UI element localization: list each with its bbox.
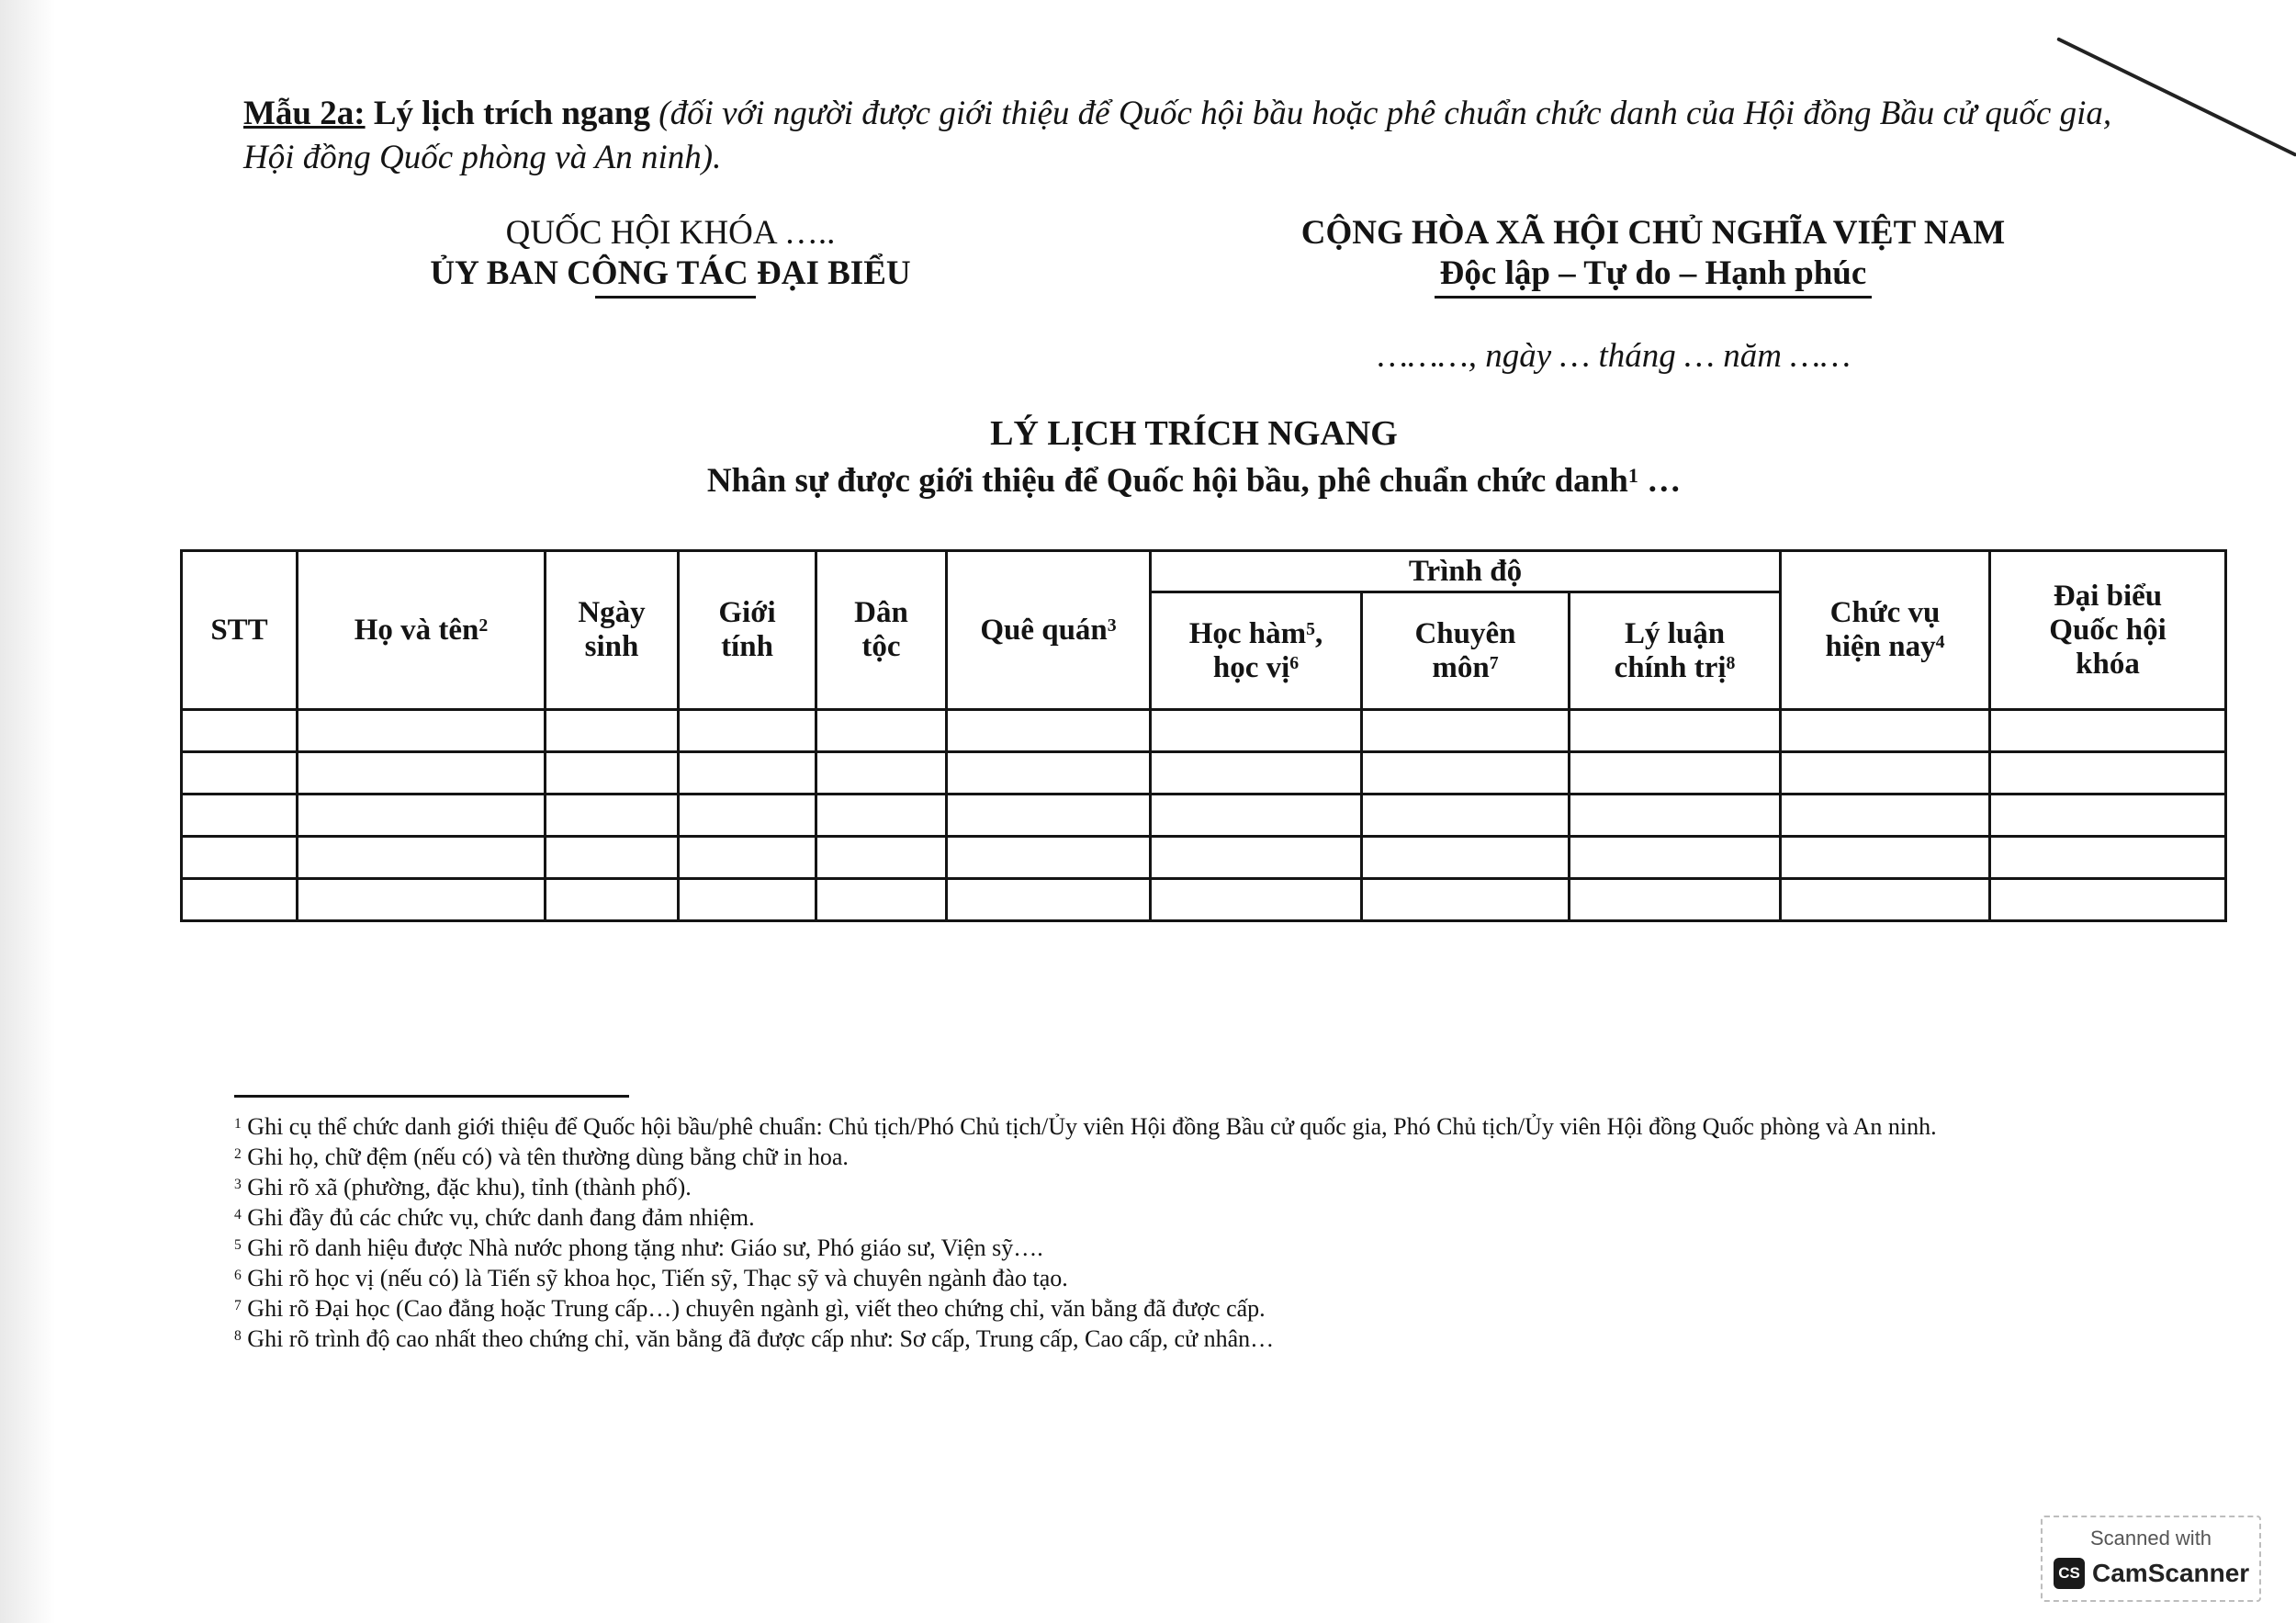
issuing-body-header	[367, 213, 974, 299]
table-cell[interactable]	[182, 710, 298, 752]
footnote-item	[234, 1111, 2181, 1142]
table-cell[interactable]	[947, 710, 1151, 752]
subtitle-tail: …	[1638, 462, 1682, 500]
footnote-text: Ghi rõ xã (phường, đặc khu), tỉnh (thành phố).	[247, 1174, 692, 1200]
table-cell[interactable]	[1781, 752, 1990, 795]
national-motto: Độc lập – Tự do – Hạnh phúc	[1435, 254, 1873, 299]
footnote-text: Ghi rõ Đại học (Cao đẳng hoặc Trung cấp…) chuyên ngành gì, viết theo chứng chỉ, văn bằng đã được cấp.	[247, 1295, 1266, 1322]
footnote-text: Ghi đầy đủ các chức vụ, chức danh đang đảm nhiệm.	[247, 1204, 755, 1231]
footnote-number: 3	[234, 1176, 242, 1192]
table-cell[interactable]	[182, 837, 298, 879]
table-cell[interactable]	[182, 795, 298, 837]
footnote-item	[234, 1172, 2181, 1202]
table-cell[interactable]	[679, 710, 816, 752]
personnel-table	[180, 549, 2227, 922]
footnote-number: 6	[234, 1267, 242, 1283]
footnote-item	[234, 1263, 2181, 1293]
subtitle-text: Nhân sự được giới thiệu để Quốc hội bầu, phê chuẩn chức danh	[706, 462, 1628, 500]
table-cell[interactable]	[1362, 837, 1570, 879]
document-subtitle	[505, 459, 1883, 503]
header-academic-degree: Học hàm$^5$, học vị$^6$	[1151, 592, 1362, 710]
table-cell[interactable]	[816, 752, 947, 795]
table-cell[interactable]	[1990, 752, 2226, 795]
table-row	[182, 837, 2226, 879]
table-cell[interactable]	[1151, 795, 1362, 837]
table-cell[interactable]	[1781, 710, 1990, 752]
table-cell[interactable]	[816, 879, 947, 921]
table-cell[interactable]	[1990, 710, 2226, 752]
table-cell[interactable]	[1570, 837, 1781, 879]
table-cell[interactable]	[298, 752, 546, 795]
footnote-text: Ghi rõ học vị (nếu có) là Tiến sỹ khoa học, Tiến sỹ, Thạc sỹ và chuyên ngành đào tạo.	[247, 1265, 1068, 1291]
table-cell[interactable]	[298, 710, 546, 752]
national-header	[1221, 213, 2085, 299]
header-current-position: Chức vụ hiện nay$^4$	[1781, 551, 1990, 710]
table-cell[interactable]	[1990, 879, 2226, 921]
table-cell[interactable]	[679, 752, 816, 795]
table-cell[interactable]	[298, 837, 546, 879]
table-cell[interactable]	[1990, 795, 2226, 837]
table-cell[interactable]	[947, 795, 1151, 837]
table-cell[interactable]	[1362, 752, 1570, 795]
header-hometown: Quê quán$^3$	[947, 551, 1151, 710]
table-cell[interactable]	[546, 879, 679, 921]
footnote-item	[234, 1202, 2181, 1233]
header-sex: Giới tính	[679, 551, 816, 710]
form-heading: Lý lịch trích ngang	[373, 95, 650, 132]
table-cell[interactable]	[816, 837, 947, 879]
table-cell[interactable]	[947, 752, 1151, 795]
footnote-number: 5	[234, 1236, 242, 1253]
header-political-theory: Lý luận chính trị$^8$	[1570, 592, 1781, 710]
footnote-number: 2	[234, 1145, 242, 1162]
header-qualification-group: Trình độ	[1151, 551, 1781, 592]
table-cell[interactable]	[1570, 795, 1781, 837]
table-body	[182, 710, 2226, 921]
form-label: Mẫu 2a:	[243, 95, 366, 132]
scanned-with-label: Scanned with	[2089, 1527, 2212, 1550]
document-title: LÝ LỊCH TRÍCH NGANG	[990, 414, 1398, 453]
table-cell[interactable]	[182, 879, 298, 921]
form-intro	[243, 92, 2163, 180]
table-cell[interactable]	[546, 710, 679, 752]
assembly-term: QUỐC HỘI KHÓA …..	[505, 214, 836, 252]
table-cell[interactable]	[1151, 710, 1362, 752]
table-cell[interactable]	[1362, 879, 1570, 921]
table-cell[interactable]	[947, 879, 1151, 921]
table-cell[interactable]	[679, 795, 816, 837]
table-cell[interactable]	[1781, 879, 1990, 921]
header-date-of-birth: Ngày sinh	[546, 551, 679, 710]
footnote-number: 7	[234, 1297, 242, 1313]
table-cell[interactable]	[1151, 837, 1362, 879]
table-cell[interactable]	[182, 752, 298, 795]
table-cell[interactable]	[1362, 795, 1570, 837]
footnote-item	[234, 1293, 2181, 1324]
table-cell[interactable]	[679, 879, 816, 921]
header-ethnicity: Dân tộc	[816, 551, 947, 710]
table-row	[182, 795, 2226, 837]
table-cell[interactable]	[1362, 710, 1570, 752]
table-cell[interactable]	[298, 795, 546, 837]
footnote-item	[234, 1324, 2181, 1354]
footnote-text: Ghi rõ danh hiệu được Nhà nước phong tặng như: Giáo sư, Phó giáo sư, Viện sỹ….	[247, 1234, 1043, 1261]
header-assembly-delegate: Đại biểu Quốc hội khóa	[1990, 551, 2226, 710]
committee-name: ỦY BAN CÔNG TÁC ĐẠI BIỂU	[430, 254, 911, 292]
form-note: (đối với người được giới thiệu để Quốc hội bầu hoặc phê chuẩn chức danh của Hội đồng Bầu cử quốc gia, Hội đồng Quốc phòng và An ninh).	[243, 95, 2112, 176]
footnote-rule	[234, 1095, 629, 1098]
dateline: ………, ngày … tháng … năm ……	[1378, 337, 1851, 375]
camscanner-watermark	[2041, 1516, 2261, 1602]
camscanner-icon: CS	[2054, 1558, 2085, 1589]
table-cell[interactable]	[546, 752, 679, 795]
table-cell[interactable]	[546, 837, 679, 879]
table-cell[interactable]	[947, 837, 1151, 879]
footnote-ref: 1	[1627, 464, 1638, 488]
table-cell[interactable]	[1570, 752, 1781, 795]
footnote-item	[234, 1142, 2181, 1172]
table-row	[182, 710, 2226, 752]
table-cell[interactable]	[1990, 837, 2226, 879]
footnote-text: Ghi họ, chữ đệm (nếu có) và tên thường dùng bằng chữ in hoa.	[247, 1144, 849, 1170]
footnote-text: Ghi cụ thể chức danh giới thiệu để Quốc hội bầu/phê chuẩn: Chủ tịch/Phó Chủ tịch/Ủy viên Hội đồng Bầu cử quốc gia, Phó Chủ tịch/Ủy viên Hội đồng Quốc phòng và An ninh.	[247, 1113, 1937, 1140]
table-cell[interactable]	[1570, 710, 1781, 752]
country-name: CỘNG HÒA XÃ HỘI CHỦ NGHĨA VIỆT NAM	[1300, 214, 2006, 252]
header-stt: STT	[182, 551, 298, 710]
footnote-item	[234, 1233, 2181, 1263]
footnote-number: 1	[234, 1115, 242, 1132]
footnotes	[234, 1111, 2181, 1354]
footnote-number: 4	[234, 1206, 242, 1223]
header-specialty: Chuyên môn$^7$	[1362, 592, 1570, 710]
footnote-number: 8	[234, 1327, 242, 1344]
scan-edge-shadow	[0, 0, 55, 1623]
camscanner-brand: CamScanner	[2092, 1559, 2250, 1587]
table-cell[interactable]	[1151, 879, 1362, 921]
table-cell[interactable]	[1570, 879, 1781, 921]
table-row	[182, 879, 2226, 921]
table-cell[interactable]	[1151, 752, 1362, 795]
table-cell[interactable]	[1781, 795, 1990, 837]
table-cell[interactable]	[816, 795, 947, 837]
table-cell[interactable]	[816, 710, 947, 752]
footnote-text: Ghi rõ trình độ cao nhất theo chứng chỉ, văn bằng đã được cấp như: Sơ cấp, Trung cấp, Cao cấp, cử nhân…	[247, 1325, 1275, 1352]
table-cell[interactable]	[1781, 837, 1990, 879]
table-cell[interactable]	[546, 795, 679, 837]
table-cell[interactable]	[679, 837, 816, 879]
committee-underline	[595, 296, 756, 299]
header-full-name: Họ và tên$^2$	[298, 551, 546, 710]
table-row	[182, 752, 2226, 795]
table-cell[interactable]	[298, 879, 546, 921]
